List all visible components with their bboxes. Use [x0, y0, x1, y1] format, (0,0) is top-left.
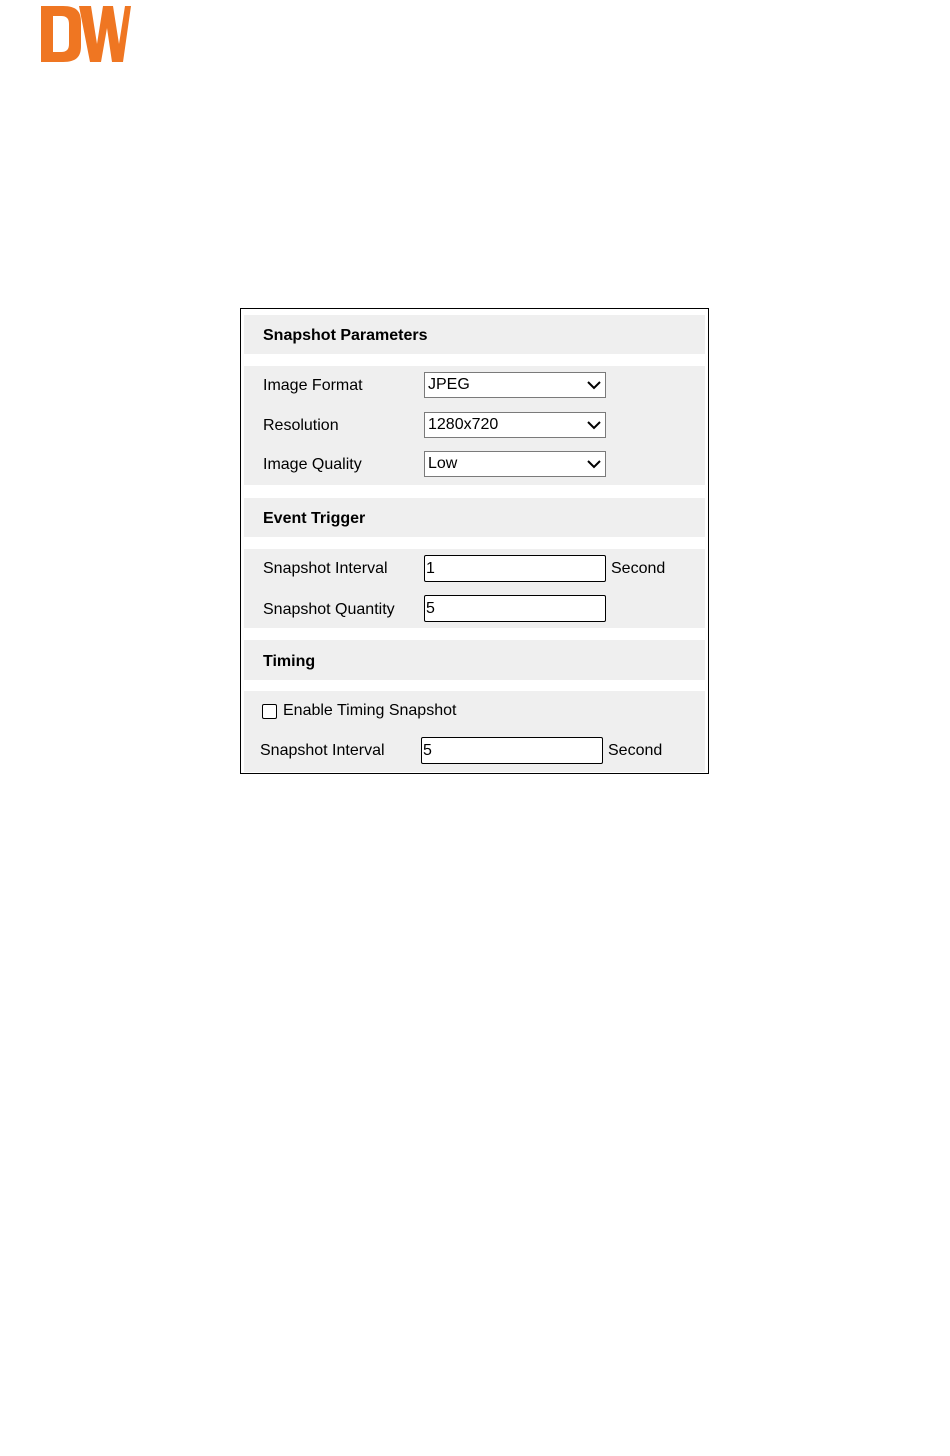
- enable-timing-snapshot-checkbox[interactable]: [262, 704, 277, 719]
- image-format-label: Image Format: [263, 377, 363, 394]
- image-format-select[interactable]: [424, 372, 606, 398]
- chevron-down-icon: [587, 413, 601, 437]
- resolution-label: Resolution: [263, 417, 339, 434]
- enable-timing-snapshot-label: Enable Timing Snapshot: [283, 702, 457, 719]
- resolution-select[interactable]: [424, 412, 606, 438]
- image-quality-label: Image Quality: [263, 456, 362, 473]
- snapshot-parameters-title: Snapshot Parameters: [263, 327, 428, 344]
- event-trigger-section: [244, 549, 705, 628]
- dw-logo-icon: [41, 6, 131, 64]
- image-format-value: JPEG: [428, 376, 470, 393]
- dw-logo: [41, 6, 131, 64]
- chevron-down-icon: [587, 373, 601, 397]
- snapshot-quantity-label: Snapshot Quantity: [263, 601, 395, 618]
- resolution-value: 1280x720: [428, 416, 499, 433]
- event-snapshot-interval-label: Snapshot Interval: [263, 560, 388, 577]
- section-header-band: [244, 498, 705, 537]
- timing-title: Timing: [263, 653, 316, 670]
- event-trigger-title: Event Trigger: [263, 510, 366, 527]
- snapshot-parameters-section: [244, 366, 705, 485]
- section-header-band: [244, 315, 705, 354]
- section-header-band: [244, 640, 705, 680]
- timing-snapshot-interval-input[interactable]: 5: [421, 737, 603, 764]
- snapshot-quantity-input[interactable]: 5: [424, 595, 606, 622]
- snapshot-settings-panel: [240, 308, 709, 774]
- timing-snapshot-interval-label: Snapshot Interval: [260, 742, 385, 759]
- image-quality-value: Low: [428, 455, 458, 472]
- chevron-down-icon: [587, 452, 601, 476]
- event-interval-unit: Second: [611, 560, 666, 577]
- enable-timing-snapshot-row[interactable]: [262, 701, 456, 721]
- event-snapshot-interval-input[interactable]: 1: [424, 555, 606, 582]
- image-quality-select[interactable]: [424, 451, 606, 477]
- timing-interval-unit: Second: [608, 742, 663, 759]
